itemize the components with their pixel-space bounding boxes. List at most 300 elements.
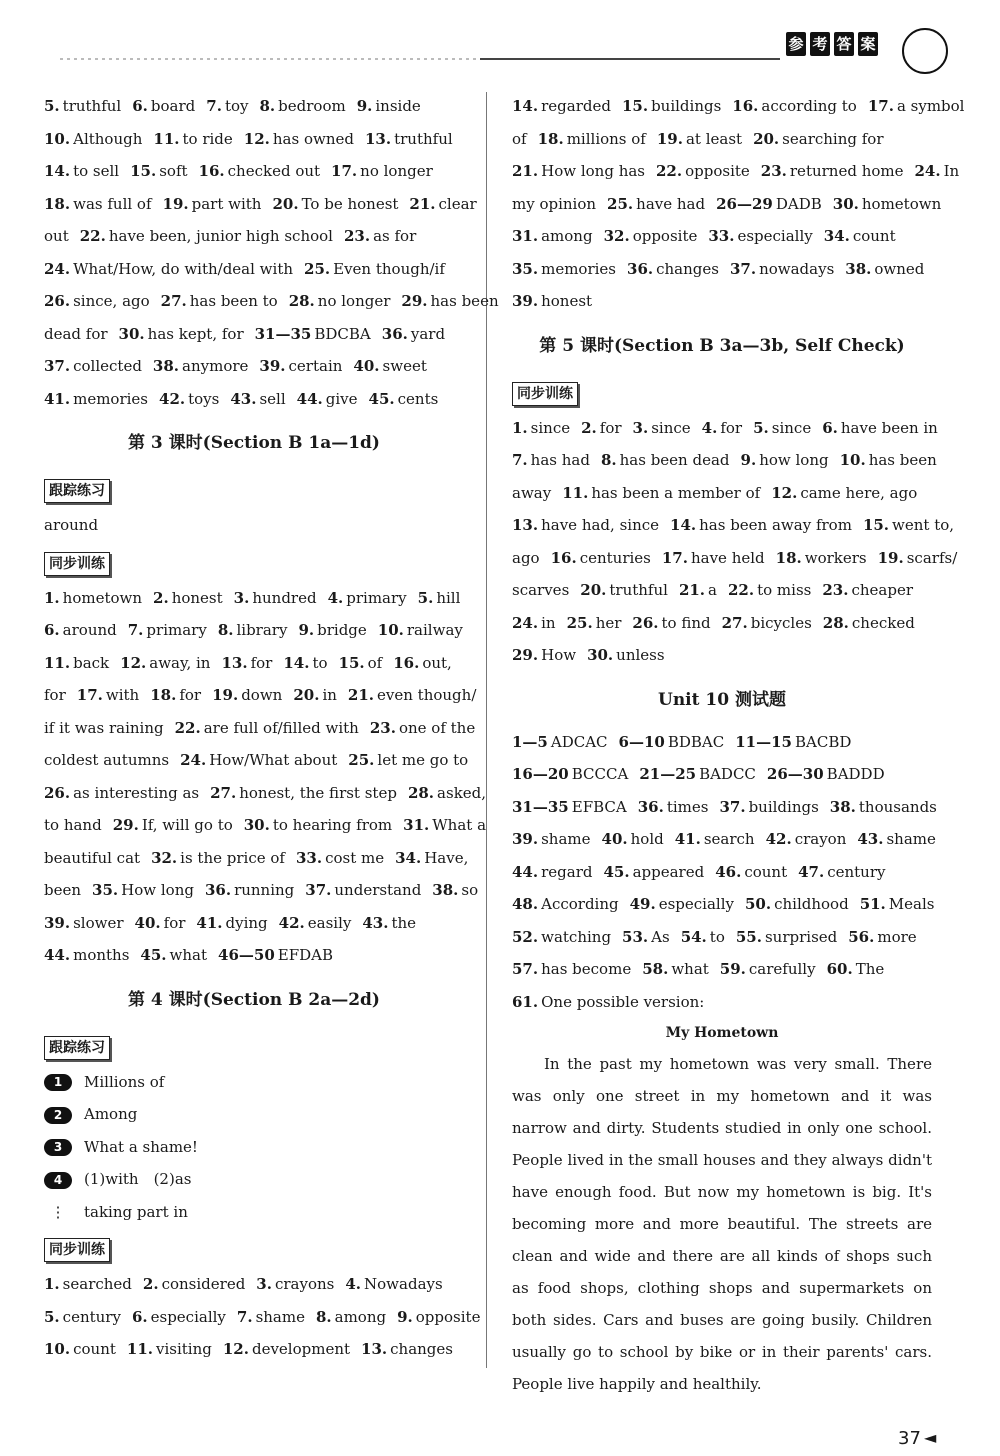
answer-number: 43.: [362, 913, 389, 932]
answer-item: [848, 928, 916, 946]
answer-item: [44, 195, 152, 213]
answer-item: [551, 549, 651, 567]
answer-number: 22.: [174, 718, 201, 737]
answer-item: [206, 97, 248, 115]
answer-text: memories: [73, 389, 149, 408]
answer-text: easily: [307, 913, 352, 932]
answer-number: 24.: [180, 751, 207, 769]
answer-text: crayon: [794, 830, 847, 848]
answer-number: 55.: [735, 927, 762, 946]
header-tab: 参: [786, 32, 806, 56]
answer-text: have held: [690, 548, 765, 567]
answer-item: [289, 292, 391, 310]
answer-text: honest, the first step: [239, 783, 397, 802]
answer-number: 26.: [632, 613, 659, 632]
answer-number: 41.: [44, 389, 71, 408]
answer-item: [113, 816, 233, 834]
answer-number: 9.: [298, 621, 315, 639]
answer-number: 37.: [305, 881, 332, 899]
answer-item: [512, 162, 645, 180]
answer-item: [210, 784, 397, 802]
answer-number: 45.: [603, 862, 630, 881]
answer-item: [766, 830, 847, 848]
answer-number: 34.: [395, 848, 422, 867]
answer-item: [719, 798, 818, 816]
answer-item: [328, 589, 407, 607]
answer-text: truthful: [609, 581, 668, 599]
answer-text: among: [334, 1307, 387, 1326]
answer-number: 30.: [243, 816, 270, 834]
section-heading: Unit 10 测试题: [658, 689, 786, 710]
answer-number: 18.: [537, 129, 564, 148]
answer-text: How/What about: [209, 751, 338, 769]
answer-number: 20.: [272, 194, 299, 213]
answer-item: [432, 881, 478, 899]
answer-text: Although: [73, 129, 143, 148]
answer-block: [512, 90, 965, 318]
answer-number: 6.: [822, 418, 838, 437]
answer-item: [234, 589, 317, 607]
answer-item: [604, 227, 698, 245]
answer-number: 17.: [331, 162, 358, 180]
answer-text: board: [150, 97, 196, 115]
answer-text: toy: [224, 97, 249, 115]
answer-line: [512, 444, 937, 477]
answer-item: [153, 357, 249, 375]
answer-text: has become: [541, 960, 632, 978]
answer-line: [512, 253, 932, 286]
answer-number: 9.: [397, 1307, 413, 1326]
answer-number: 19.: [212, 686, 239, 704]
answer-number: 27.: [210, 783, 237, 802]
answer-number: 37.: [44, 357, 71, 375]
answer-item: [135, 914, 186, 932]
answer-item: [512, 227, 593, 245]
answer-text: bedroom: [278, 97, 346, 115]
answer-text: has been to: [189, 292, 278, 310]
answer-item: [293, 686, 337, 704]
answer-item: [44, 130, 142, 148]
answer-text: In: [943, 162, 960, 180]
answer-number: 15.: [621, 97, 649, 115]
answer-text: visiting: [156, 1340, 212, 1358]
answer-line: [512, 574, 932, 607]
answer-text: ago: [512, 548, 540, 567]
answer-number: 38.: [432, 881, 459, 899]
answer-line: [512, 823, 936, 856]
answer-item: [603, 863, 704, 881]
answer-text: appeared: [632, 862, 705, 881]
answer-text: collected: [73, 357, 142, 375]
answer-number: 1.: [512, 418, 528, 437]
answer-number: 6—10: [618, 732, 665, 751]
answer-text: Meals: [888, 895, 935, 913]
answer-text: childhood: [774, 895, 849, 913]
answer-item: [512, 419, 570, 437]
answer-item: [512, 484, 551, 502]
answer-number: 54.: [680, 927, 707, 946]
answer-text: EFDAB: [277, 946, 334, 964]
answer-number: 30.: [587, 646, 614, 664]
answer-item: [119, 325, 244, 343]
section-label: 跟踪练习: [44, 1036, 110, 1060]
answer-item: [512, 260, 616, 278]
answer-text: shame: [541, 830, 591, 848]
answer-text: searched: [62, 1275, 132, 1293]
answer-text: hometown: [62, 588, 143, 607]
answer-text: hundred: [252, 588, 317, 607]
answer-item: [512, 830, 591, 848]
answer-text: opposite: [685, 162, 750, 180]
answer-number: 14.: [670, 516, 697, 534]
answer-item: [153, 589, 223, 607]
answer-text: times: [666, 797, 709, 816]
answer-number: 16.: [393, 653, 420, 672]
answer-number: 37.: [729, 259, 757, 278]
answer-number: 7.: [236, 1307, 253, 1326]
answer-text: EFBCA: [571, 797, 627, 816]
answer-item: [230, 390, 285, 408]
answer-item: [512, 733, 608, 751]
answer-item: [44, 686, 66, 704]
answer-number: 39.: [259, 357, 286, 375]
answer-line: [44, 582, 464, 615]
answer-number: 11.: [44, 653, 71, 672]
answer-item: [538, 130, 646, 148]
answer-number: 51.: [859, 895, 886, 913]
answer-item: [255, 325, 371, 343]
answer-number: 14.: [283, 653, 310, 672]
answer-item: [348, 751, 468, 769]
answer-text: primary: [346, 588, 407, 607]
answer-text: nowadays: [759, 259, 835, 278]
answer-text: truthful: [62, 97, 122, 115]
answer-item: [339, 654, 383, 672]
answer-item: [297, 390, 358, 408]
answer-text: of: [512, 129, 527, 148]
answer-item: [92, 881, 194, 899]
answer-item: [512, 993, 704, 1011]
answer-text: have been in: [840, 418, 938, 437]
answer-item: [512, 614, 556, 632]
answer-number: 8.: [217, 621, 234, 639]
answer-line: [44, 842, 469, 875]
answer-item: [365, 130, 453, 148]
answer-item: [418, 589, 461, 607]
answer-text: opposite: [415, 1307, 481, 1326]
answer-text: As: [651, 927, 670, 946]
answer-item: [218, 946, 333, 964]
answer-item: [607, 195, 705, 213]
answer-text: to: [312, 653, 328, 672]
answer-text: understand: [334, 881, 422, 899]
answer-line: [44, 907, 464, 940]
answer-number: 6.: [132, 97, 148, 115]
badge-item: 2 Among: [44, 1098, 464, 1131]
answer-number: 60.: [826, 960, 853, 978]
answer-number: 29.: [112, 816, 139, 834]
answer-number: 16.: [550, 548, 577, 567]
answer-item: [44, 97, 121, 115]
answer-text: To be honest: [301, 194, 399, 213]
answer-number: 47.: [798, 862, 825, 881]
page-arrow-icon: ◄: [924, 1428, 937, 1447]
answer-number: 4.: [327, 588, 344, 607]
answer-item: [863, 516, 954, 534]
answer-number: 18.: [44, 194, 71, 213]
answer-number: 42.: [159, 389, 186, 408]
answer-item: [132, 1308, 226, 1326]
answer-number: 46.: [715, 862, 742, 881]
answer-item: [708, 227, 812, 245]
answer-item: [361, 1340, 453, 1358]
answer-item: [44, 292, 150, 310]
answer-line: [44, 777, 487, 810]
answer-text: how long: [759, 451, 829, 469]
answer-text: The: [855, 960, 885, 978]
answer-text: part with: [191, 194, 262, 213]
answer-number: 24.: [44, 259, 71, 278]
answer-number: 22.: [656, 162, 683, 180]
answer-text: so: [461, 881, 479, 899]
answer-number: 15.: [130, 162, 157, 180]
column-divider: [486, 92, 487, 1368]
answer-text: anymore: [182, 357, 249, 375]
answer-number: 43.: [230, 389, 257, 408]
answer-item: [736, 928, 837, 946]
answer-item: [212, 686, 282, 704]
answer-line: [512, 509, 955, 542]
answer-item: [657, 130, 742, 148]
answer-item: [283, 654, 327, 672]
number-badge: 4: [44, 1172, 72, 1189]
answer-line: [512, 791, 937, 824]
answer-item: [745, 895, 849, 913]
answer-item: [345, 1275, 442, 1293]
answer-text: regarded: [541, 97, 611, 115]
answer-text: toys: [188, 389, 220, 408]
answer-text: DADB: [775, 194, 822, 213]
answer-number: 7.: [512, 451, 528, 469]
answer-line: [512, 123, 932, 156]
answer-item: [44, 621, 117, 639]
answer-line: [512, 155, 960, 188]
answer-text: for: [250, 653, 273, 672]
answer-number: 11.: [562, 483, 589, 502]
answer-item: [369, 390, 439, 408]
answer-text: bridge: [317, 621, 367, 639]
answer-text: soft: [159, 162, 188, 180]
answer-number: 23.: [369, 718, 396, 737]
answer-item: [512, 646, 576, 664]
answer-item: [44, 260, 293, 278]
answer-text: bicycles: [750, 613, 812, 632]
answer-text: railway: [406, 621, 463, 639]
answer-text: BADCC: [699, 765, 756, 783]
answer-number: 16—20: [512, 765, 569, 783]
answer-number: 5.: [753, 418, 769, 437]
answer-number: 12.: [222, 1340, 249, 1358]
answer-item: [316, 1308, 386, 1326]
answer-number: 14.: [512, 97, 539, 115]
answer-number: 3.: [233, 588, 250, 607]
answer-item: [127, 1340, 212, 1358]
answer-item: [153, 130, 232, 148]
answer-text: BADDD: [826, 765, 885, 783]
page-number: 37: [898, 1428, 921, 1449]
answer-text: since: [530, 418, 571, 437]
header-tab: 案: [858, 32, 878, 56]
answer-number: 9.: [356, 97, 373, 115]
answer-text: ADCAC: [550, 732, 608, 751]
answer-block: [44, 90, 499, 415]
badge-item: 1 Millions of: [44, 1066, 464, 1099]
answer-item: [218, 621, 288, 639]
answer-item: [512, 195, 596, 213]
answer-text: BDBAC: [667, 732, 725, 751]
answer-text: came here, ago: [800, 483, 918, 502]
answer-item: [304, 260, 445, 278]
answer-number: 26.: [44, 292, 71, 310]
answer-number: 5.: [44, 97, 60, 115]
answer-number: 52.: [512, 927, 539, 946]
answer-text: at least: [685, 129, 743, 148]
answer-item: [331, 162, 433, 180]
answer-number: 29.: [401, 292, 428, 310]
answer-line: [512, 726, 932, 759]
answer-line: [44, 220, 464, 253]
answer-text: a symbol: [896, 97, 965, 115]
answer-item: [120, 654, 210, 672]
answer-item: [512, 863, 592, 881]
answer-item: [771, 484, 917, 502]
answer-number: 26.: [44, 783, 71, 802]
answer-text: BDCBA: [314, 324, 371, 343]
answer-item: [512, 895, 619, 913]
answer-line: [44, 1333, 464, 1366]
answer-text: thousands: [858, 797, 937, 816]
answer-number: 40.: [134, 913, 161, 932]
answer-item: [679, 581, 717, 599]
answer-number: 30.: [832, 194, 859, 213]
answer-number: 39.: [44, 913, 71, 932]
answer-number: 2.: [153, 588, 169, 607]
answer-item: [401, 292, 498, 310]
answer-number: 44.: [296, 389, 323, 408]
answer-item: [140, 946, 207, 964]
answer-block: [44, 582, 487, 972]
answer-text: since: [651, 418, 691, 437]
answer-number: 25.: [348, 751, 375, 769]
answer-number: 49.: [629, 895, 656, 913]
answer-item: [741, 451, 829, 469]
answer-item: [702, 419, 742, 437]
answer-text: as for: [373, 227, 417, 245]
answer-number: 58.: [642, 960, 669, 978]
header-tabs: [786, 32, 878, 56]
answer-text: has been dead: [619, 451, 730, 469]
answer-item: [80, 227, 333, 245]
answer-item: [602, 830, 664, 848]
answer-line: [512, 921, 932, 954]
answer-text: has been away from: [699, 516, 852, 534]
answer-number: 19.: [656, 129, 683, 148]
answer-text: century: [827, 862, 886, 881]
badge-item: 4 (1)with (2)as: [44, 1163, 464, 1196]
answer-text: changes: [390, 1340, 453, 1358]
answer-item: [512, 130, 527, 148]
answer-number: 2.: [581, 418, 597, 437]
answer-number: 1.: [44, 1275, 60, 1293]
answer-item: [512, 798, 627, 816]
answer-text: in: [322, 686, 337, 704]
answer-line: [44, 744, 469, 777]
answer-item: [221, 654, 272, 672]
answer-line: [512, 888, 935, 921]
answer-text: if it was raining: [44, 718, 164, 737]
answer-text: surprised: [764, 927, 838, 946]
answer-number: 41.: [196, 913, 223, 932]
answer-text: BCCCA: [571, 765, 629, 783]
answer-text: has been: [430, 292, 499, 310]
left-column: [44, 90, 499, 1366]
answer-item: [562, 484, 760, 502]
answer-text: yard: [410, 324, 446, 343]
answer-text: honest: [541, 292, 593, 310]
answer-item: [180, 751, 337, 769]
answer-number: 15.: [862, 516, 890, 534]
answer-number: 57.: [512, 960, 539, 978]
answer-number: 36.: [381, 324, 408, 343]
answer-number: 21.: [347, 686, 375, 704]
answer-item: [512, 928, 611, 946]
answer-number: 38.: [152, 357, 180, 375]
answer-text: has been: [868, 451, 937, 469]
answer-item: [395, 849, 468, 867]
answer-number: 16.: [732, 97, 759, 115]
answer-line: [512, 639, 932, 672]
answer-text: went to,: [892, 516, 955, 534]
answer-text: shame: [255, 1307, 305, 1326]
answer-item: [272, 195, 398, 213]
answer-number: 8.: [315, 1307, 332, 1326]
answer-number: 10.: [44, 129, 71, 148]
answer-text: sweet: [382, 357, 427, 375]
answer-line: [44, 1301, 481, 1334]
answer-number: 11.: [153, 129, 180, 148]
answer-item: [382, 325, 445, 343]
header-tab: 答: [834, 32, 854, 56]
answer-item: [44, 325, 108, 343]
answer-number: 11.: [126, 1340, 153, 1358]
answer-item: [580, 581, 668, 599]
answer-number: 35.: [92, 881, 119, 899]
answer-item: [44, 357, 142, 375]
answer-number: 20.: [580, 581, 607, 599]
answer-number: 39.: [512, 292, 539, 310]
answer-number: 23.: [760, 162, 787, 180]
answer-text: returned home: [789, 162, 904, 180]
answer-text: has had: [530, 451, 590, 469]
answer-item: [44, 1340, 116, 1358]
answer-item: [256, 1275, 334, 1293]
answer-item: [150, 686, 201, 704]
answer-line: [44, 350, 464, 383]
answer-number: 28.: [288, 292, 315, 310]
answer-text: was full of: [73, 194, 152, 213]
answer-text: library: [236, 621, 288, 639]
answer-line: [44, 155, 464, 188]
